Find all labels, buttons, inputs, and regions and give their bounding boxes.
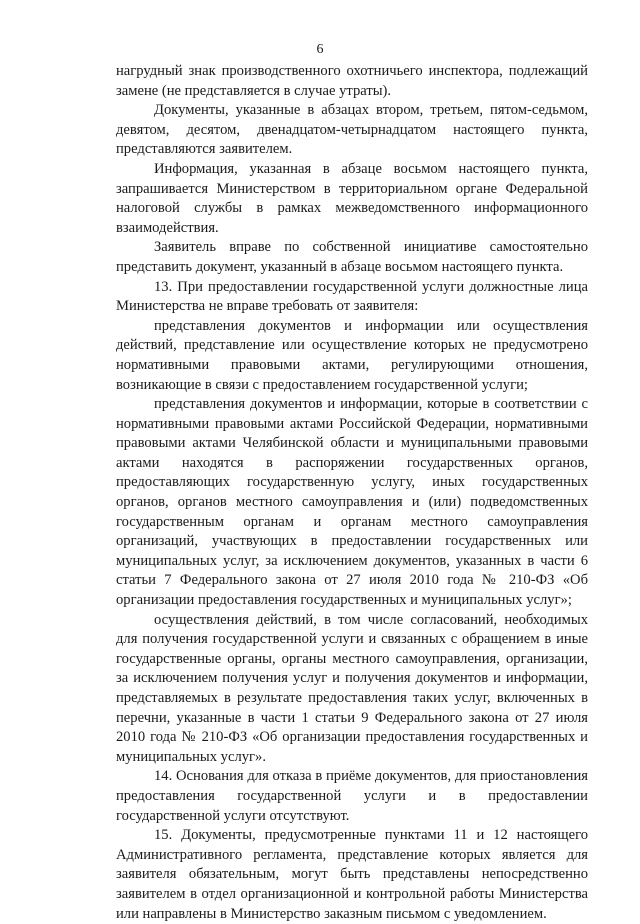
- paragraph-item-14: 14. Основания для отказа в приёме документов, для приостановления предоставления государственной услуги и в предоставлении государственной услуги отсутствуют.: [116, 768, 588, 824]
- paragraph: Заявитель вправе по собственной инициативе самостоятельно представить документ, указанный в абзаце восьмом настоящего пункта.: [116, 239, 588, 275]
- paragraph-continuation: нагрудный знак производственного охотничьего инспектора, подлежащий замене (не представляется в случае утраты).: [116, 63, 588, 99]
- paragraph: Документы, указанные в абзацах втором, третьем, пятом-седьмом, девятом, десятом, двенадцатом-четырнадцатом настоящего пункта, представляются заявителем.: [116, 102, 588, 158]
- paragraph: представления документов и информации или осуществления действий, представление или осуществление которых не предусмотрено нормативными правовыми актами, регулирующими отношения, возникающие в связи с предоставлением государственной услуги;: [116, 317, 588, 393]
- paragraph: представления документов и информации, которые в соответствии с нормативными правовыми актами Российской Федерации, нормативными правовыми актами Челябинской области и муниципальными правовыми актами находятся в распоряжении государственных органов, предоставляющих государственную услугу, иных государственных органов, органов местного самоуправления и (или) подведомственных государственным органам и органам местного самоуправления организаций, участвующих в предоставлении государственных или муниципальных услуг, за исключением документов, указанных в части 6 статьи 7 Федерального закона от 27 июля 2010 года № 210-ФЗ «Об организации предоставления государственных и муниципальных услуг»;: [116, 396, 588, 609]
- paragraph: осуществления действий, в том числе согласований, необходимых для получения государственной услуги и связанных с обращением в иные государственные органы, органы местного самоуправления, организации, за исключением получения услуг и получения документов и информации, представляемых в результате предоставления таких услуг, включенных в перечни, указанные в части 1 статьи 9 Федерального закона от 27 июля 2010 года № 210-ФЗ «Об организации предоставления государственных и муниципальных услуг».: [116, 611, 588, 765]
- paragraph-item-13: 13. При предоставлении государственной услуги должностные лица Министерства не вправе требовать от заявителя:: [116, 278, 588, 315]
- document-body: [116, 62, 588, 924]
- paragraph: Информация, указанная в абзаце восьмом настоящего пункта, запрашивается Министерством в территориальном органе Федеральной налоговой службы в рамках межведомственного информационного взаимодействия.: [116, 160, 588, 236]
- page-number: 6: [316, 42, 324, 57]
- paragraph-item-15: 15. Документы, предусмотренные пунктами 11 и 12 настоящего Административного регламента, представление которых является для заявителя обязательным, могут быть представлены непосредственно заявителем в отдел организационной и контрольной работы Министерства или направлены в Министерство заказным письмом с уведомлением.: [116, 827, 588, 922]
